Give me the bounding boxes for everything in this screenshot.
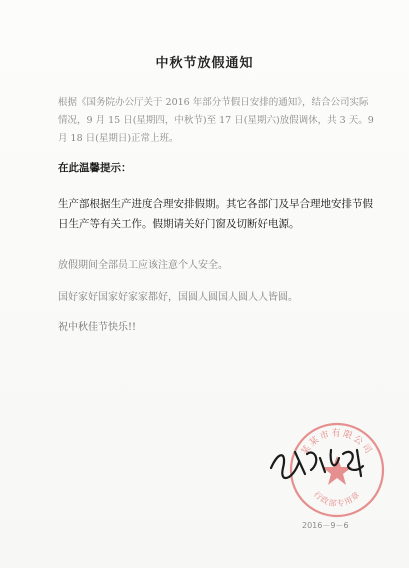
document-title: 中秋节放假通知 bbox=[155, 56, 254, 71]
handwritten-signature bbox=[265, 440, 375, 485]
production-paragraph: 生产部根据生产进度合理安排假期。其它各部门及早合理地安排节假日生产等有关工作。假期请关好门窗及切断好电源。 bbox=[58, 198, 373, 230]
blessing-paragraph: 国好家好国家好家家都好，国圆人圆国人圆人人皆圆。 bbox=[58, 292, 298, 303]
closing-line: 祝中秋佳节快乐!! bbox=[58, 322, 137, 333]
document-date: 2016－9－6 bbox=[302, 521, 349, 530]
reminder-heading: 在此温馨提示： bbox=[58, 162, 132, 174]
svg-text:某某市有限公司: 某某市有限公司 bbox=[299, 429, 375, 458]
svg-text:行政部专用章: 行政部专用章 bbox=[311, 489, 363, 509]
intro-paragraph: 根据《国务院办公厅关于 2016 年部分节假日安排的通知》，结合公司实际情况，9 月 15 日(星期四，中秋节)至 17 日(星期六)放假调休，共 3 天。9 月 18 日(星期日)正常上班。 bbox=[58, 97, 374, 144]
safety-paragraph: 放假期间全部员工应该注意个人安全。 bbox=[58, 260, 228, 271]
